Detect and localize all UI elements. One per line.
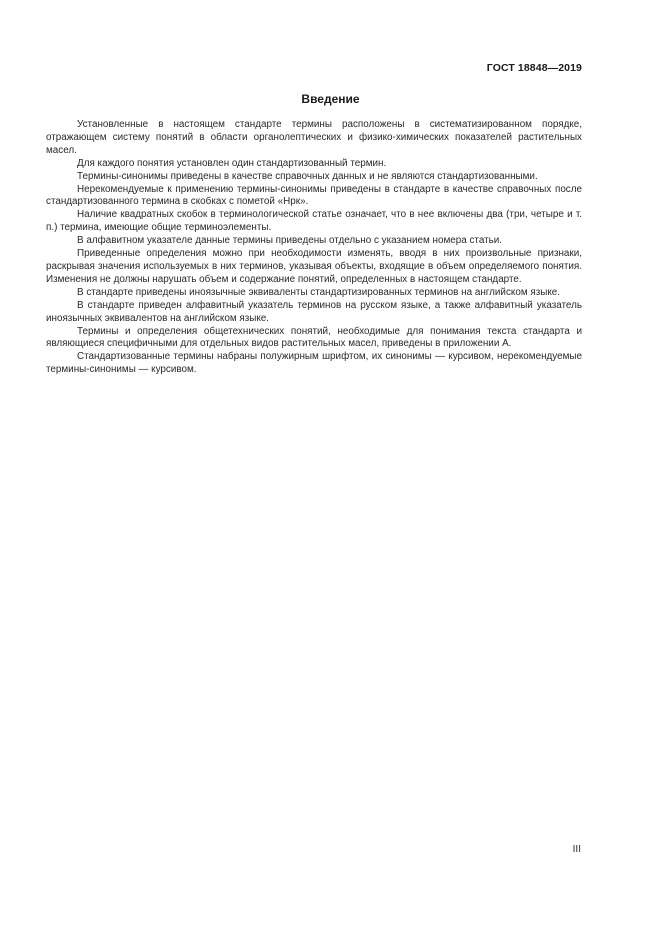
- paragraph: Установленные в настоящем стандарте термины расположены в систематизированном порядке, отражающем систему понятий в области органолептических и физико-химических показателей растительных масел.: [46, 119, 582, 156]
- paragraph: Наличие квадратных скобок в терминологической статье означает, что в нее включены два (три, четыре и т. п.) термина, имеющие общие терминоэлементы.: [46, 209, 582, 234]
- paragraph: В алфавитном указателе данные термины приведены отдельно с указанием номера статьи.: [77, 235, 503, 247]
- paragraph: В стандарте приведен алфавитный указатель терминов на русском языке, а также алфавитный указатель иноязычных эквивалентов на английском языке.: [46, 299, 582, 324]
- paragraph: Термины и определения общетехнических понятий, необходимые для понимания текста стандарта и являющиеся специфичными для отдельных видов растительных масел, приведены в приложении А.: [46, 325, 582, 350]
- section-title: Введение: [301, 92, 360, 106]
- paragraph: Термины-синонимы приведены в качестве справочных данных и не являются стандартизованными.: [77, 170, 538, 182]
- page-number: III: [572, 844, 581, 855]
- paragraph: Стандартизованные термины набраны полужирным шрифтом, их синонимы — курсивом, нерекомендуемые термины-синонимы — курсивом.: [46, 351, 582, 376]
- document-code: ГОСТ 18848—2019: [486, 62, 582, 74]
- intro-body: [46, 119, 582, 377]
- paragraph: В стандарте приведены иноязычные эквиваленты стандартизированных терминов на английском языке.: [77, 286, 560, 298]
- paragraph: Нерекомендуемые к применению термины-синонимы приведены в стандарте в качестве справочных после стандартизованного термина в скобках с пометой «Нрк».: [46, 183, 582, 208]
- paragraph: Приведенные определения можно при необходимости изменять, вводя в них произвольные признаки, раскрывая значения используемых в них терминов, указывая объекты, входящие в объем определяемого понятия. Изменения не должны нарушать объем и содержание понятий, определенных в настоящем стандарте.: [46, 248, 582, 285]
- paragraph: Для каждого понятия установлен один стандартизованный термин.: [77, 157, 387, 169]
